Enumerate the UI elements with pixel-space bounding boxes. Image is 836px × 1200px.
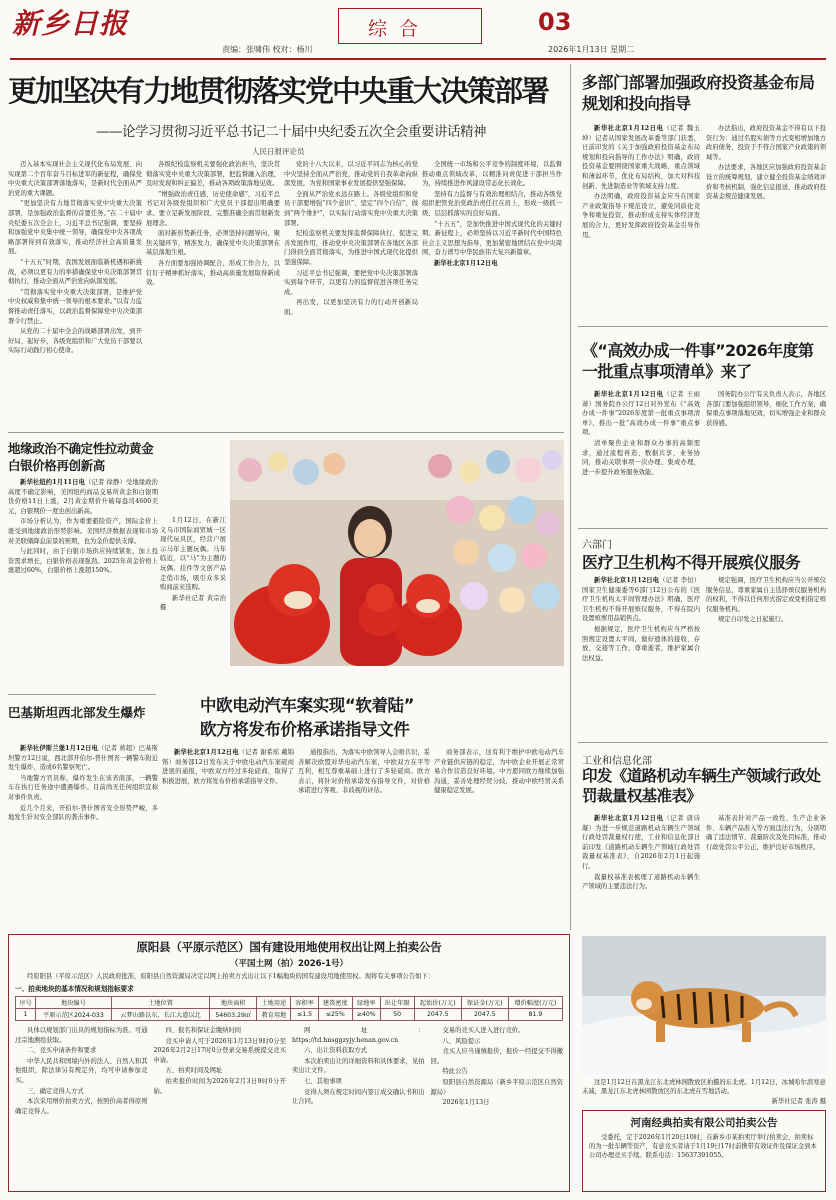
fund-paragraph: 新华社北京1月12日电（记者 魏玉坤）记者从国家发展改革委等部门获悉，日前印发的《关于加强政府投资基金布局规划和投向指导的工作办法》明确，政府投资基金要围绕国家重大战略、重点领域和薄弱环节，优化布局结构，加大对科技创新、先进制造业等领域支持力度。 [582,125,700,190]
health-paragraph: 规定自印发之日起施行。 [718,616,788,624]
health-headline: 医疗卫生机构不得开展殡仪服务 [582,553,801,572]
auction-paragraph: 五、拍卖时间及网址 [165,1067,223,1075]
th-index: 序号 [16,997,36,1009]
toy-market-photo-drawing [230,440,564,666]
auction-column-3 [292,1026,425,1166]
lead-paragraph: “更加坚决有力地贯彻落实党中央重大决策部署，是加强政治监督的首要任务。”在二十届中央纪委五次全会上，习近平总书记强调，要坚持和加强党中央集中统一领导，确保党中央各项战略部署得到有效落实，推动经济社会高质量发展。 [8,200,142,256]
auction-paragraph: 中华人民共和国境内外的法人、自然人和其他组织，除法律另有规定外，均可申请参加竞买。 [15,1057,148,1084]
lead-paragraph: 迈入基本实现社会主义现代化布局发展、向实现第二个百年奋斗目标进军的新征程，确保党中央重大决策部署落地落实，是新时代全面从严治党的重大课题。 [8,161,142,197]
auction-intro: 经原阳县（平原示范区）人民政府批准，原阳县自然资源局决定以网上拍卖方式出让以下1幅地块的国有建设用地使用权。现将有关事项公告如下： [27,973,435,980]
lead-paragraph: 新华社北京1月12日电 [434,259,498,267]
fund-column-2 [706,124,826,320]
traffic-paragraph: 裁量权基准表梳理了道路机动车辆生产领域的主要违法行为。 [582,873,700,891]
lead-subtitle: ——论学习贯彻习近平总书记二十届中央纪委五次全会重要讲话精神 [96,124,486,140]
health-kicker: 六部门 [582,540,612,551]
traffic-headline: 印发《道路机动车辆生产领域行政处罚裁量权基准表》 [582,767,821,805]
pakistan-paragraph: 新华社伊斯兰堡1月12日电（记者 蒋超）巴基斯坦警方12日说，西北部开伯尔-普什图省一辆警车附近发生爆炸，造成6名警察死亡。 [8,745,158,772]
land-table-header-row [16,997,563,1009]
ev-headline-line-2: 欧方将发布价格承诺指导文件 [200,720,410,739]
lead-byline: 人民日报评论员 [252,147,305,156]
cell-plot-ratio: ≤1.5 [291,1009,318,1021]
auction-paragraph: 本次采用增价拍卖方式，按照价高者得原则确定竞得人。 [15,1098,148,1115]
th-area: 地块面积 [210,997,257,1009]
auction-paragraph: 竞买人应当谨慎报价，报价一经提交不得撤回。 [430,1048,563,1065]
ev-paragraph: 新华社北京1月12日电（记者 谢希瑶 戴锦镕）商务部12日发布关于中欧电动汽车案磋商进展的通报，中欧双方经过多轮磋商，取得了积极进展，欧方将发布价格承诺指导文件。 [162,749,294,785]
gold-paragraph: 市场分析认为，作为重要避险资产，国际金价上涨受到地缘政治形势影响。美国经济数据表现和市场对美联储降息前景的预期，也为金价提供支撑。 [8,518,158,545]
cell-term: 50 [380,1009,414,1021]
auction-paragraph: 三、确定竞得人方式 [27,1087,84,1095]
auction-column-2 [154,1026,287,1166]
traffic-paragraph: 新华社北京1月12日电（记者 唐诗凝）为进一步规范道路机动车辆生产领域行政处罚裁量权行使，工业和信息化部日前印发《道路机动车辆生产领域行政处罚裁量权基准表》，自2026年2月1日起施行。 [582,815,700,870]
cell-location: 云梦山路以东，长江大道以北 [111,1009,209,1021]
lead-divider [8,432,564,433]
efficiency-divider [578,528,828,529]
health-paragraph: 根据规定，医疗卫生机构应当严格按照规定设置太平间，做好遗体的接收、存放、交接等工作，尊重逝者，维护家属合法权益。 [582,625,700,662]
gold-body [8,478,158,688]
lead-column-4 [422,160,562,428]
efficiency-paragraph: 清单聚焦企业和群众办事的高频需求，通过流程再造、数据共享、业务协同，推动关联事项一次办理、集成办理，进一步提升政务服务效能。 [582,439,700,476]
traffic-paragraph: 基准表针对产品一致性、生产企业条件、车辆产品准入等方面违法行为，分别明确了违法情节、裁量阶次及处罚标准，推动行政处罚公平公正，维护良好市场秩序。 [706,815,826,851]
lead-paragraph: 全国统一市场和公平竞争的制度环境，以监督推动重点领域改革，以精准问责促进干部担当作为，持续推进作风建设常态化长效化。 [422,161,562,188]
cell-start-price: 2047.5 [414,1009,461,1021]
auction-body [15,1026,563,1166]
th-green-ratio: 绿地率 [352,997,380,1009]
lead-paragraph: 从党的二十届中全会的战略部署出发，到开好局、起好步，各级党组织和广大党员干部要以实际行动践行初心使命。 [8,328,142,355]
cell-usage: 教育用地 [257,1009,291,1021]
auction-company-title: 河南经典拍卖有限公司拍卖公告 [630,1117,778,1129]
auction-paragraph: 原阳县自然资源局（新乡平原示范区自然资源局） [430,1078,563,1096]
tiger-photo [582,936,826,1074]
efficiency-column-2 [706,390,826,510]
lead-paragraph: 全面从严治党永远在路上。各级党组织和党员干部要增强“四个意识”、坚定“四个自信”、做到“两个维护”，以实际行动落实党中央重大决策部署。 [284,190,418,227]
th-parcel-id: 地块编号 [36,997,112,1009]
auction-paragraph: 交易的竞买人进入进行竞价。 [442,1027,525,1034]
newspaper-logo: 新乡日报 [12,7,129,40]
pakistan-paragraph: 近几个月来，开伯尔-普什图省安全形势严峻，多地发生针对安全部队的袭击事件。 [8,804,158,822]
traffic-column-2 [706,814,826,932]
auction-paragraph: 具体以规划部门出具的规划指标为准。可通过宗地测绘获取。 [15,1027,148,1044]
auction-paragraph: 2026年1月13日 [442,1099,490,1107]
th-deposit: 保证金(万元) [461,997,508,1009]
health-divider [578,742,828,743]
toy-market-photo [230,440,564,666]
lead-paragraph: 党的十八大以来，以习近平同志为核心的党中央坚持全面从严治党，推动党的自我革命向纵深发展，为党和国家事业发展提供坚强保障。 [284,161,418,188]
auction-paragraph: 特此公告 [442,1068,468,1076]
th-term: 出让年限 [380,997,414,1009]
editor-credits: 责编：张啸伟 校对：杨川 [222,45,313,54]
tiger-caption-text: 这是1月12日在黑龙江东北虎林园散放区拍摄的东北虎。1月12日，冰城哈尔滨寒意未减，黑龙江东北虎林园散放区的东北虎在雪地活动。 [582,1079,826,1096]
lead-paragraph: “十五五”时期，我国发展面临新机遇和新挑战，必须以更有力的举措确保党中央决策部署贯彻执行，推动全面从严治党向纵深发展。 [8,258,142,286]
ev-column-3 [434,748,564,928]
auction-paragraph: 八、风险提示 [442,1037,481,1045]
cell-deposit: 2047.5 [461,1009,508,1021]
auction-column-4 [431,1026,564,1166]
traffic-kicker: 工业和信息化部 [582,756,652,767]
th-start-price: 起始价(万元) [414,997,461,1009]
auction-column-1 [15,1026,148,1166]
gold-paragraph: 新华社纽约1月11日电（记者 徐静）受地缘政治高度不确定影响，美国纽约商品交易所黄金和白银期货价格11日上涨，2月黄金期价升破每盎司4600美元，白银期价一度也创出新高。 [8,479,158,515]
cell-index: 1 [16,1009,36,1021]
cell-building-density: ≤25% [318,1009,352,1021]
lead-paragraph: “增强政治责任感、历史使命感”，习近平总书记对各级党组织和广大党员干部提出明确要求。要立足新发展阶段，完整准确全面贯彻新发展理念。 [146,190,280,227]
gold-divider [8,694,156,695]
toy-caption-credit: 新华社记者 黄宗治 摄 [160,594,226,612]
health-column-2 [706,576,826,736]
gold-paragraph: 与此同时，由于白银市场供应持续紧张，加上投资需求增长，白银价格表现强劲。2025年黄金价格上涨超过60%，白银价格上涨超150%。 [8,548,158,575]
tiger-photo-drawing [582,936,826,1074]
auction-section-1: 一、拍卖地块的基本情况和规划指标要求 [15,985,134,993]
auction-company-text: 受委托，定于2026年1月20日10时，在新乡市某拍卖厅举行拍卖会，拍卖标的为一批车辆等资产，有意竞买者请于1月19日17时前携带有效证件及保证金到本公司办理竞买手续。联系电话：15637391055。 [589,1134,817,1160]
lead-paragraph: “贯彻落实党中央重大决策部署，是维护党中央权威和集中统一领导的根本要求。”以有力监督推动责任落实，以政治监督保障党中央决策部署令行禁止。 [8,288,142,325]
header-rule [10,58,826,60]
auction-company-notice [582,1110,826,1192]
efficiency-paragraph: 新华社北京1月12日电（记者 王雨萧）国务院办公厅12日对外发布《“高效办成一件事”2026年度第一批重点事项清单》，推出一批“高效办成一件事”重点事项。 [582,391,700,437]
tiger-caption [582,1078,826,1106]
toy-caption-text: 1月12日，在新江义乌市国际商贸城一区现代玩具区，经营户展示马年主题玩偶。马年临近，以“马”为主题的玩偶、挂件等文创产品走俏市场，吸引众多采购商前来选购。 [160,517,226,592]
lead-paragraph: 各方面要加强协调配合，形成工作合力，以钉钉子精神抓好落实，推动高质量发展取得新成效。 [146,259,280,287]
lead-paragraph: 各级纪检监察机关要强化政治担当，坚决贯彻落实党中央重大决策部署，把监督融入治理，及时发现和纠正偏差，推动各项政策落地见效。 [146,161,280,188]
lead-column-1 [8,160,142,428]
efficiency-headline: 《“高效办成一件事”2026年度第一批重点事项清单》来了 [582,341,814,381]
right-vertical-rule [570,64,571,930]
cell-increment: 81.9 [508,1009,562,1021]
lead-paragraph: 纪检监察机关要发挥监督保障执行、促进完善发展作用，推动党中央决策部署在各地区各部门得到全面贯彻落实，为推进中国式现代化提供坚强保障。 [284,230,418,266]
fund-paragraph: 办法指出，政府投资基金不得有以下投资行为：通过名股实债等方式变相增加地方政府债务，投资于不符合国家产业政策的领域等。 [706,125,826,161]
page-number: 03 [538,8,572,36]
pakistan-body [8,744,158,928]
cell-parcel-id: 平原示范区2024-033 [36,1009,112,1021]
auction-paragraph: 四、报名和保证金缴纳时间 [165,1027,242,1034]
pakistan-headline: 巴基斯坦西北部发生爆炸 [8,705,146,720]
auction-paragraph: 六、出让资料获取方式 [304,1047,367,1055]
cell-area: 54603.29㎡ [210,1009,257,1021]
auction-notice [8,934,570,1192]
lead-paragraph: 再出发，以更加坚决有力的行动开创新局面。 [284,299,418,316]
toy-photo-caption [160,516,226,666]
lead-headline: 更加坚决有力地贯彻落实党中央重大决策部署 [8,74,549,108]
masthead [0,0,836,62]
health-paragraph: 规定强调，医疗卫生机构应当公开殡仪服务信息，尊重家属自主选择殡仪服务机构的权利，不得以任何形式指定或变相指定殡仪服务机构。 [706,577,826,613]
tiger-caption-credit: 新华社记者 张涛 摄 [771,1097,826,1105]
ev-headline-line-1: 中欧电动汽车案实现“软着陆” [200,696,415,715]
issue-date: 2026年1月13日 星期二 [548,45,635,54]
auction-paragraph: 七、其他事项 [304,1077,342,1085]
fund-headline: 多部门部署加强政府投资基金布局规划和投向指导 [582,73,815,113]
auction-paragraph: 拍卖报价时间为2026年2月3日9时0分开始。 [153,1077,286,1095]
auction-number: （平国土网（拍）2026-1号） [229,959,349,969]
health-paragraph: 新华社北京1月12日电（记者 李恒）国家卫生健康委等6部门12日公布的《医疗卫生机构太平间管理办法》明确，医疗卫生机构不得开展殡仪服务，不得在院内设置殡葬用品销售点。 [582,577,700,623]
lead-paragraph: “十五五”，是加快推进中国式现代化的关键时期。新征程上，必须坚持以习近平新时代中国特色社会主义思想为指导，更加紧密地团结在党中央周围，奋力谱写中华民族伟大复兴新篇章。 [422,220,562,257]
gold-headline: 地缘政治不确定性拉动黄金白银价格再创新高 [8,441,154,473]
lead-paragraph: 习近平总书记强调，要把党中央决策部署落实到每个环节，以更有力的监督促进各项任务完成。 [284,269,418,296]
auction-paragraph: 竞得人须在规定时间内签订成交确认书和出让合同。 [292,1088,425,1106]
fund-paragraph: 办法明确，政府投资基金应当在国家产业政策指导下规范设立，避免同质化竞争和重复投资，推动形成支持实体经济发展的合力，更好发挥政府投资基金引导作用。 [582,193,700,239]
th-usage: 土地用途 [257,997,291,1009]
auction-paragraph: 竞买申请人可于2026年1月13日9时0分至2026年2月2日17时0分登录交易系统提交竞买申请。 [153,1037,286,1064]
fund-paragraph: 办法要求，各地区应加强政府投资基金设立的统筹规划，建立健全投资基金绩效评价和考核机制，强化信息报送，推动政府投资基金规范健康发展。 [706,164,826,201]
land-parcel-table [15,996,563,1021]
th-location: 土地位置 [111,997,209,1009]
ev-column-1 [162,748,294,928]
efficiency-paragraph: 国务院办公厅有关负责人表示，各地区各部门要加强组织领导，细化工作方案，确保重点事项落地见效，切实增强企业和群众获得感。 [706,391,826,427]
ev-column-2 [298,748,430,928]
cell-green-ratio: ≥40% [352,1009,380,1021]
auction-title: 原阳县（平原示范区）国有建设用地使用权出让网上拍卖公告 [136,940,442,954]
fund-divider [578,326,828,327]
health-column-1 [582,576,700,736]
auction-paragraph: 本次拍卖出让的详细资料和具体要求，见拍卖出让文件。 [292,1057,425,1075]
auction-paragraph: 网址：https://td.hnsggzyjy.henan.gov.cn [292,1027,425,1044]
lead-column-3 [284,160,418,428]
lead-paragraph: 面对新形势新任务，必须坚持问题导向，聚焦关键环节，精准发力，确保党中央决策部署在基层落地生根。 [146,230,280,257]
pakistan-paragraph: 当地警方官员称，爆炸发生在该省南部，一辆警车在执行任务途中遭遇爆炸。目前尚无任何组织宣称对事件负责。 [8,774,158,801]
ev-paragraph: 商务部表示，这有利于维护中欧电动汽车产业链供应链的稳定，为中欧企业开展正常贸易合作营造良好环境。中方愿同欧方继续加强沟通，妥善处理经贸分歧，推动中欧经贸关系健康稳定发展。 [434,749,564,795]
land-table-row [16,1009,563,1021]
lead-column-2 [146,160,280,428]
efficiency-column-1 [582,390,700,510]
th-increment: 增价幅度(万元) [508,997,562,1009]
lead-paragraph: 坚持有力监督与有效治理相结合，推动各级党组织把管党治党政治责任扛在肩上，形成一级抓一级、层层抓落实的良好局面。 [422,190,562,217]
traffic-column-1 [582,814,700,932]
th-building-density: 建筑密度 [318,997,352,1009]
auction-paragraph: 二、竞买申请条件和要求 [27,1047,97,1055]
fund-column-1 [582,124,700,320]
section-name: 综合 [368,18,431,40]
ev-paragraph: 通报指出，为落实中欧领导人会晤共识，妥善解决欧盟对华电动汽车案，中欧双方在平等互利、相互尊重基础上进行了多轮磋商。欧方表示，将针对价格承诺发布指导文件，对价格承诺进行客观、非歧视的评估。 [298,749,430,795]
th-plot-ratio: 容积率 [291,997,318,1009]
